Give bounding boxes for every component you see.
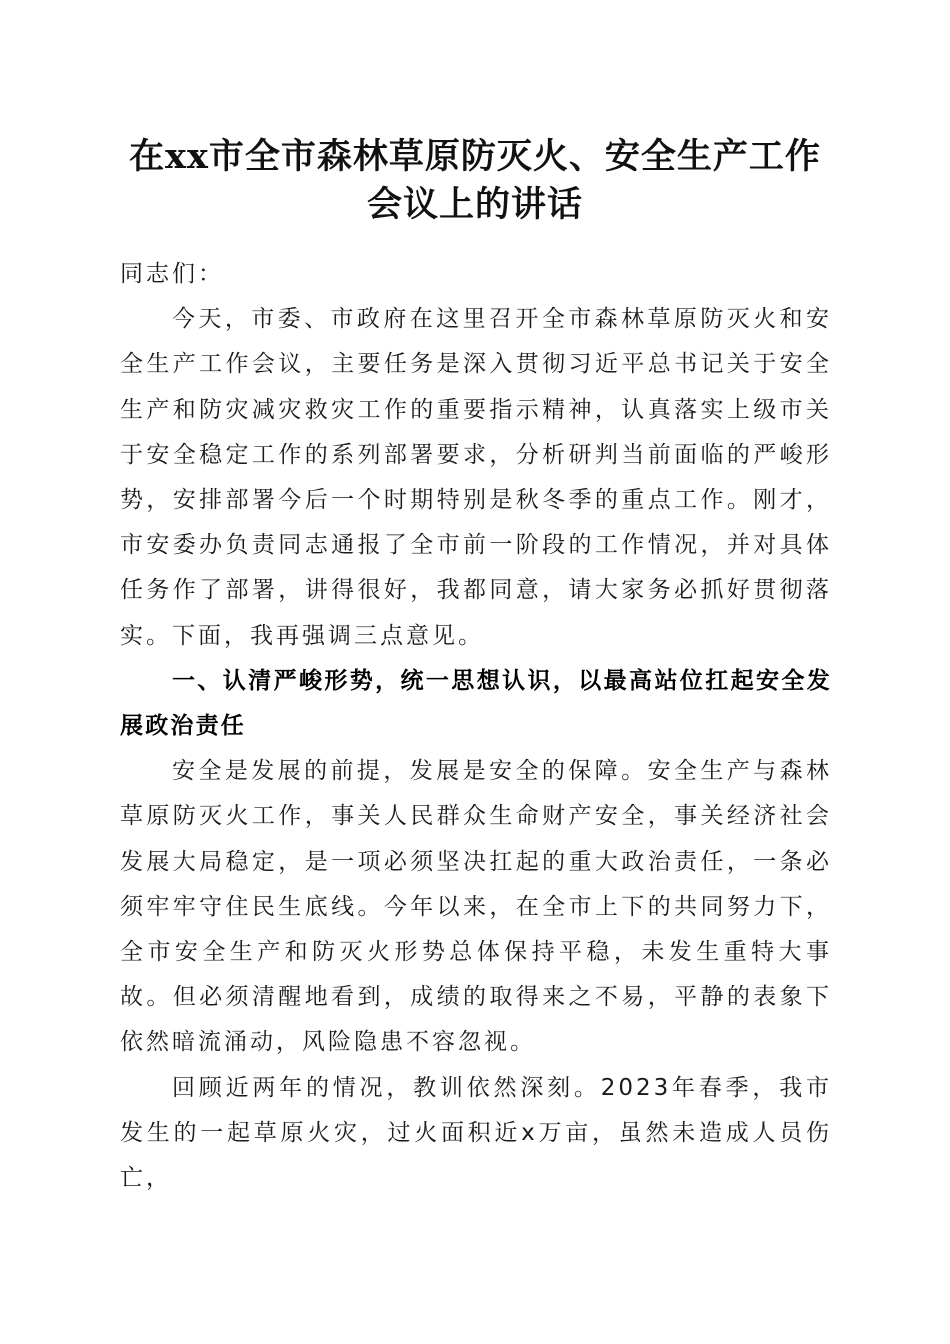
paragraph-section1-1: 安全是发展的前提，发展是安全的保障。安全生产与森林草原防灭火工作，事关人民群众生命财产安全，事关经济社会发展大局稳定，是一项必须坚决扛起的重大政治责任，一条必须牢牢守住民生底线。今年以来，在全市上下的共同努力下，全市安全生产和防灭火形势总体保持平稳，未发生重特大事故。但必须清醒地看到，成绩的取得来之不易，平静的表象下依然暗流涌动，风险隐患不容忽视。 <box>120 758 832 1056</box>
paragraph-intro: 今天，市委、市政府在这里召开全市森林草原防灭火和安全生产工作会议，主要任务是深入贯彻习近平总书记关于安全生产和防灾减灾救灾工作的重要指示精神，认真落实上级市关于安全稳定工作的系列部署要求，分析研判当前面临的严峻形势，安排部署今后一个时期特别是秋冬季的重点工作。刚才，市安委办负责同志通报了全市前一阶段的工作情况，并对具体任务作了部署，讲得很好，我都同意，请大家务必抓好贯彻落实。下面，我再强调三点意见。 <box>120 306 832 649</box>
title-line-1: 在xx市全市森林草原防灭火、安全生产工作 <box>129 136 821 177</box>
section-heading-1: 一、认清严峻形势，统一思想认识，以最高站位扛起安全发展政治责任 <box>120 667 832 740</box>
document-body <box>120 252 832 1201</box>
salutation: 同志们： <box>120 261 224 287</box>
paragraph-section1-2: 回顾近两年的情况，教训依然深刻。2023年春季，我市发生的一起草原火灾，过火面积近x万亩，虽然未造成人员伤亡， <box>120 1074 832 1192</box>
document-title <box>100 133 850 229</box>
title-line-2: 会议上的讲话 <box>366 184 583 225</box>
